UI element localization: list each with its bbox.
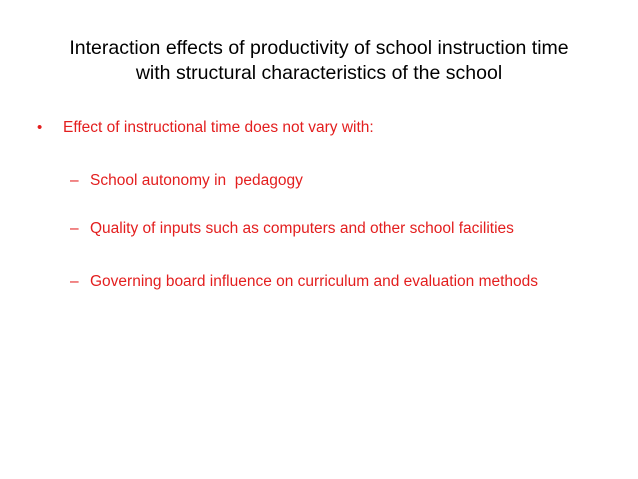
dash-icon: –: [70, 172, 79, 189]
dash-icon: –: [70, 273, 79, 290]
title-line-2: with structural characteristics of the school: [135, 62, 503, 84]
main-bullet-text: Effect of instructional time does not vary with:: [63, 119, 374, 136]
dash-icon: –: [70, 220, 79, 237]
sub-bullet-1: [70, 171, 570, 190]
slide-title: [30, 36, 608, 86]
main-bullet: [37, 118, 374, 137]
sub-bullet-text: Governing board influence on curriculum and evaluation methods: [90, 273, 539, 290]
bullet-icon: •: [37, 119, 43, 136]
sub-bullet-text: Quality of inputs such as computers and other school facilities: [90, 220, 514, 237]
sub-bullet-3: [70, 272, 540, 291]
sub-bullet-2: [70, 219, 570, 238]
title-line-1: Interaction effects of productivity of school instruction time: [69, 37, 569, 59]
sub-bullet-text: School autonomy in pedagogy: [90, 172, 303, 189]
